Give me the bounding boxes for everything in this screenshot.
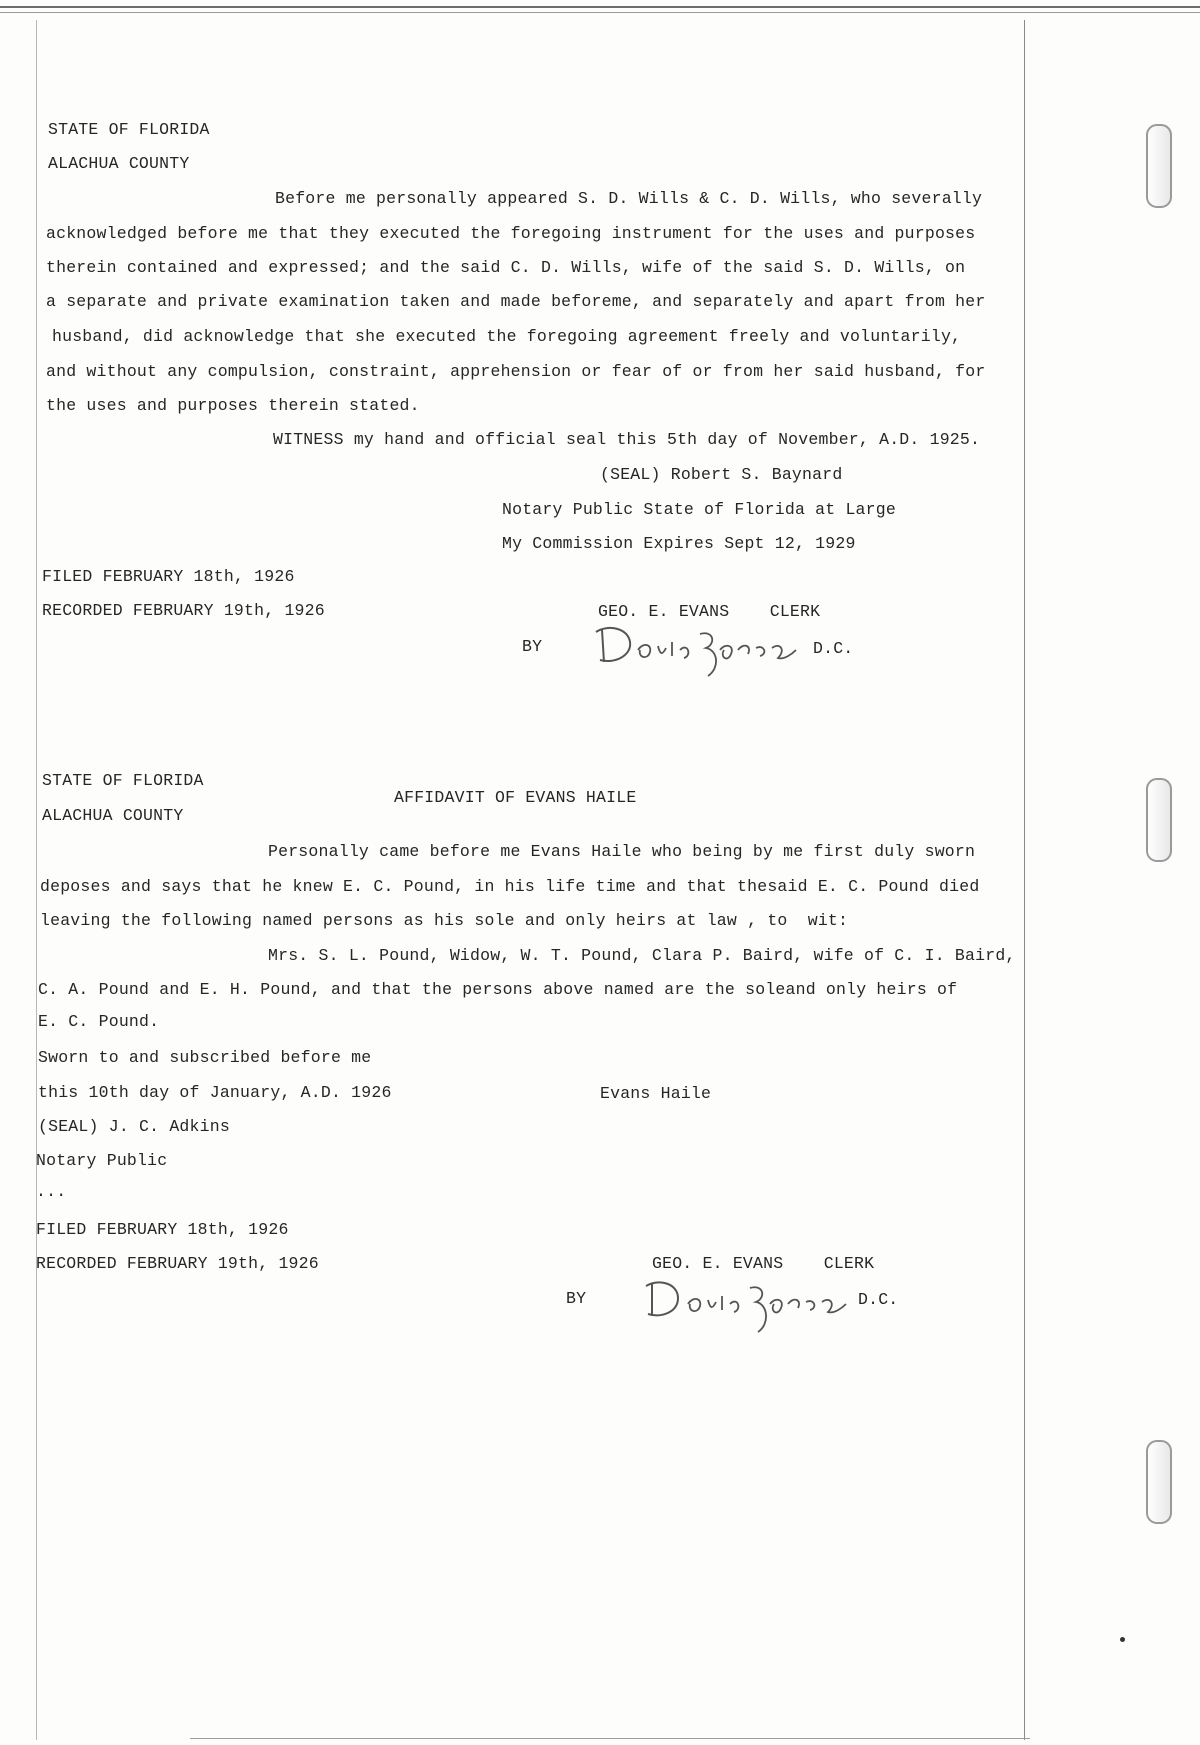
binder-ring-middle bbox=[1146, 778, 1172, 862]
recorded-date: RECORDED FEBRUARY 19th, 1926 bbox=[42, 601, 325, 620]
recorded-date: RECORDED FEBRUARY 19th, 1926 bbox=[36, 1254, 319, 1273]
body-line: acknowledged before me that they executed the foregoing instrument for the uses and purposes bbox=[46, 224, 976, 243]
affiant-name: Evans Haile bbox=[600, 1084, 712, 1103]
right-margin-line bbox=[1024, 20, 1025, 1740]
body-line: Personally came before me Evans Haile who being by me first duly sworn bbox=[268, 842, 976, 861]
left-margin-line bbox=[36, 20, 37, 1740]
body-line: therein contained and expressed; and the said C. D. Wills, wife of the said S. D. Wills, on bbox=[46, 258, 966, 277]
affidavit-title: AFFIDAVIT OF EVANS HAILE bbox=[394, 788, 637, 807]
body-line: C. A. Pound and E. H. Pound, and that the persons above named are the soleand only heirs of bbox=[38, 980, 958, 999]
body-line: a separate and private examination taken and made beforeme, and separately and apart from her bbox=[46, 292, 986, 311]
body-line: the uses and purposes therein stated. bbox=[46, 396, 420, 415]
body-line: leaving the following named persons as his sole and only heirs at law , to wit: bbox=[40, 911, 849, 930]
sworn-line: Sworn to and subscribed before me bbox=[38, 1048, 372, 1067]
body-line: and without any compulsion, constraint, apprehension or fear of or from her said husband, for bbox=[46, 362, 986, 381]
clerk-name: GEO. E. EVANS CLERK bbox=[598, 602, 821, 621]
county-heading: ALACHUA COUNTY bbox=[42, 806, 184, 825]
body-line: husband, did acknowledge that she executed the foregoing agreement freely and voluntarily, bbox=[52, 327, 962, 346]
top-border-line bbox=[0, 6, 1200, 8]
notary-title: Notary Public bbox=[36, 1151, 168, 1170]
filed-date: FILED FEBRUARY 18th, 1926 bbox=[42, 567, 295, 586]
deputy-clerk-label: D.C. bbox=[858, 1290, 899, 1309]
state-heading: STATE OF FLORIDA bbox=[42, 771, 204, 790]
notary-title: Notary Public State of Florida at Large bbox=[502, 500, 896, 519]
binder-ring-bottom bbox=[1146, 1440, 1172, 1524]
ellipsis-mark: ... bbox=[36, 1182, 67, 1201]
deputy-clerk-signature bbox=[638, 1274, 858, 1334]
body-line: Mrs. S. L. Pound, Widow, W. T. Pound, Clara P. Baird, wife of C. I. Baird, bbox=[268, 946, 1016, 965]
deputy-clerk-label: D.C. bbox=[813, 639, 854, 658]
seal-notary-name: (SEAL) Robert S. Baynard bbox=[600, 465, 843, 484]
bottom-border-line bbox=[190, 1738, 1030, 1739]
by-label: BY bbox=[522, 637, 543, 656]
top-border-line-secondary bbox=[0, 12, 1200, 13]
body-line: deposes and says that he knew E. C. Pound, in his life time and that thesaid E. C. Pound died bbox=[40, 877, 980, 896]
body-line: Before me personally appeared S. D. Wills & C. D. Wills, who severally bbox=[275, 189, 983, 208]
body-line: E. C. Pound. bbox=[38, 1012, 160, 1031]
witness-line: WITNESS my hand and official seal this 5th day of November, A.D. 1925. bbox=[273, 430, 981, 449]
ink-speck bbox=[1120, 1637, 1125, 1642]
commission-expiry: My Commission Expires Sept 12, 1929 bbox=[502, 534, 856, 553]
filed-date: FILED FEBRUARY 18th, 1926 bbox=[36, 1220, 289, 1239]
seal-notary-name: (SEAL) J. C. Adkins bbox=[38, 1117, 230, 1136]
clerk-name: GEO. E. EVANS CLERK bbox=[652, 1254, 875, 1273]
state-heading: STATE OF FLORIDA bbox=[48, 120, 210, 139]
binder-ring-top bbox=[1146, 124, 1172, 208]
deputy-clerk-signature bbox=[588, 620, 808, 678]
county-heading: ALACHUA COUNTY bbox=[48, 154, 190, 173]
sworn-date: this 10th day of January, A.D. 1926 bbox=[38, 1083, 392, 1102]
by-label: BY bbox=[566, 1289, 587, 1308]
